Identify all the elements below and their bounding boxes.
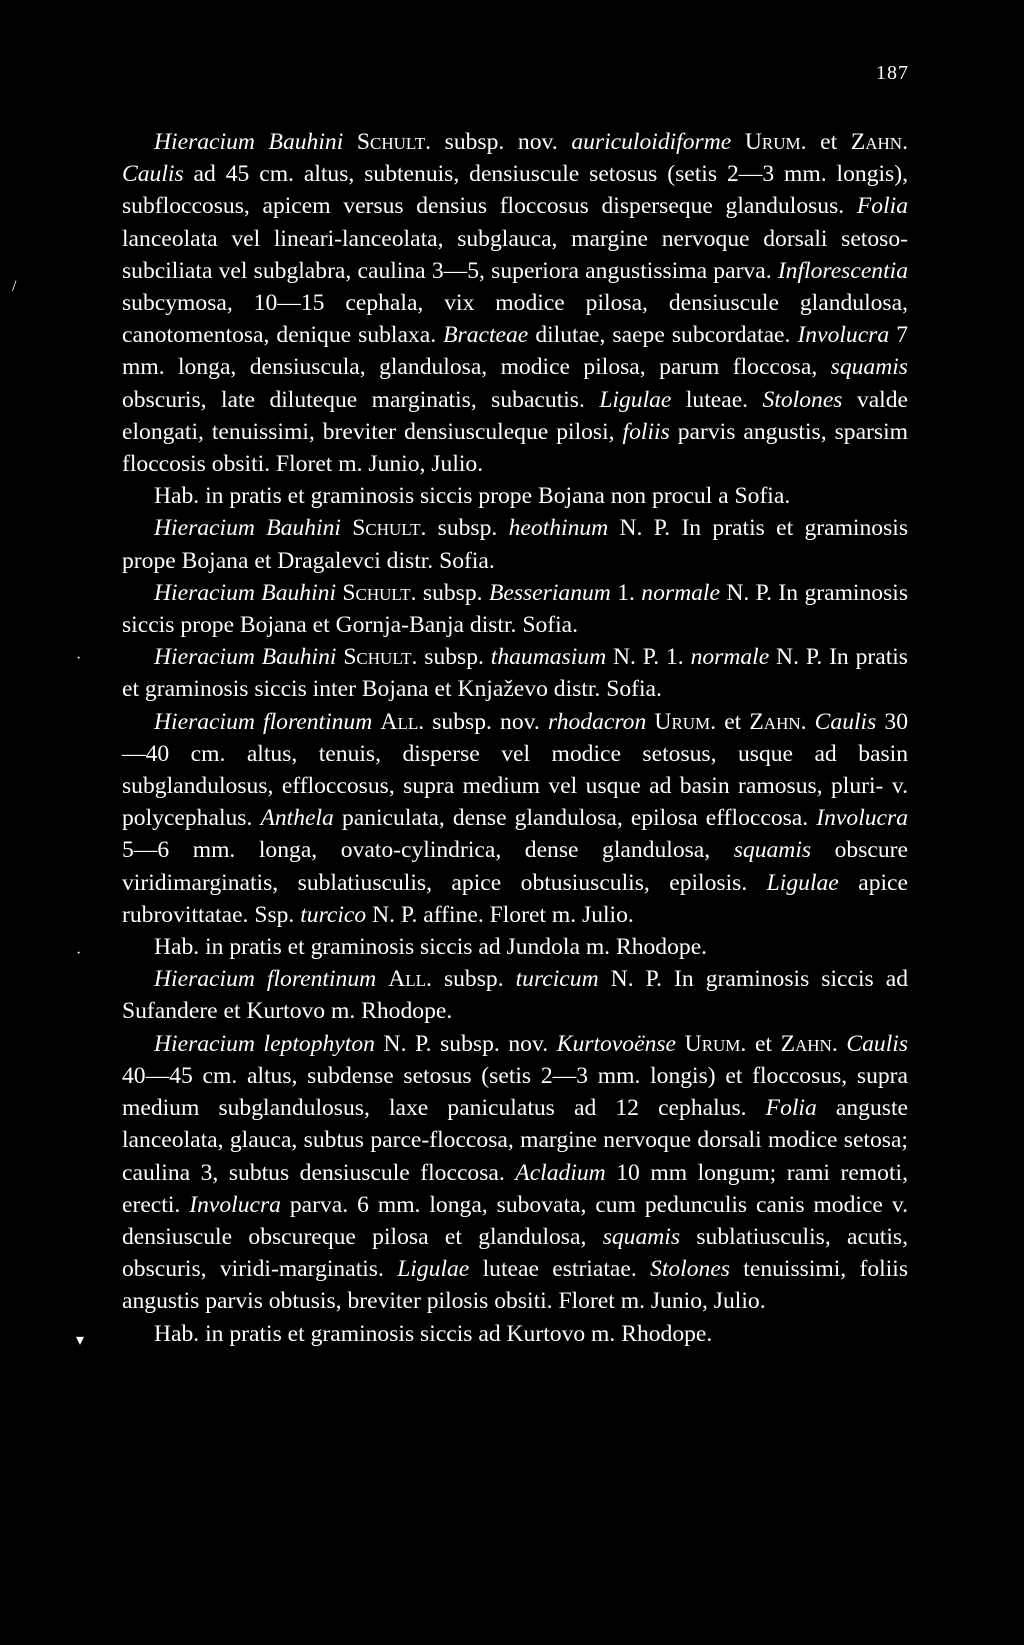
text-run: subsp. <box>416 579 489 606</box>
text-run: dilutae, saepe subcordatae. <box>528 322 798 349</box>
text-run: parva. 6 mm. longa, subovata, cum pedunculis canis modice v. densiuscule obscureque pilosa et glandulosa, <box>122 1191 908 1250</box>
italic-text: Hieracium Bauhini <box>154 644 337 671</box>
text-run: lanceolata vel lineari-lanceolata, subglauca, margine nervoque dorsali setoso-subciliata vel subglabra, caulina 3—5, superiora angustissima parva. <box>122 225 908 284</box>
text-run: 5—6 mm. longa, ovato-cylindrica, dense glandulosa, <box>122 837 734 864</box>
text-run: obscuris, late diluteque marginatis, subacutis. <box>122 386 600 413</box>
author-abbrev: All. <box>380 708 425 735</box>
author-abbrev: Schult. <box>352 515 427 542</box>
margin-mark: · <box>76 945 82 962</box>
italic-text: Hieracium florentinum <box>154 966 377 993</box>
text-run: 30—40 cm. altus, tenuis, disperse vel modice setosus, usque ad basin subglandulosus, effloccosus, supra medium vel usque ad basin ramosus, pluri- v. polycephalus. <box>122 708 909 832</box>
italic-text: thaumasium <box>490 644 607 671</box>
text-run: subsp. <box>431 966 516 993</box>
text-run: N. P. In pratis et graminosis prope Bojana et Dragalevci distr. Sofia. <box>122 515 908 574</box>
italic-text: auriculoidiforme <box>571 129 732 155</box>
italic-text: Ligulae <box>397 1256 470 1283</box>
paragraph <box>122 512 908 576</box>
author-abbrev: Zahn. <box>780 1030 838 1057</box>
italic-text: Kurtovoënse <box>556 1030 677 1057</box>
italic-text: Caulis <box>122 161 184 188</box>
text-run <box>376 966 388 992</box>
text-run: et <box>716 708 750 735</box>
italic-text: Folia <box>765 1095 817 1122</box>
italic-text: foliis <box>622 418 670 445</box>
text-run: 40—45 cm. altus, subdense setosus (setis 2—3 mm. longis) et floccosus, supra medium subglandulosus, laxe paniculatus ad 12 cephalus. <box>122 1062 908 1122</box>
text-run <box>343 129 357 155</box>
text-run: paniculata, dense glandulosa, epilosa effloccosa. <box>333 805 817 832</box>
text-run: ad 45 cm. altus, subtenuis, densiuscule setosus (setis 2—3 mm. longis), subfloccosus, apicem versus densius floccosus disperseque glandulosus. <box>122 161 908 220</box>
italic-text: Acladium <box>515 1159 606 1186</box>
author-abbrev: Schult. <box>342 579 417 606</box>
text-run: Hab. in pratis et graminosis siccis ad Jundola m. Rhodope. <box>154 934 708 961</box>
italic-text: turcico <box>300 901 367 928</box>
italic-text: squamis <box>733 837 812 864</box>
margin-mark: ▾ <box>76 1332 85 1349</box>
author-abbrev: Urum. <box>684 1030 747 1057</box>
text-run: N. P. subsp. nov. <box>374 1030 557 1057</box>
paragraph <box>122 126 908 480</box>
text-run: tenuissimi, foliis angustis parvis obtusis, breviter pilosis obsiti. Floret m. Junio, Julio. <box>122 1256 908 1315</box>
author-abbrev: Zahn. <box>749 708 807 735</box>
text-run: Hab. in pratis et graminosis siccis ad Kurtovo m. Rhodope. <box>154 1320 713 1347</box>
italic-text: Hieracium leptophyton <box>154 1030 375 1057</box>
text-run: apice rubrovittatae. Ssp. <box>122 869 908 928</box>
paragraph <box>122 577 908 641</box>
author-abbrev: Urum. <box>654 708 717 735</box>
margin-mark: / <box>12 278 17 295</box>
text-run: subcymosa, 10—15 cephala, vix modice pilosa, densiuscule glandulosa, canotomentosa, denique sublaxa. <box>122 290 908 349</box>
author-abbrev: Schult. <box>356 129 432 155</box>
italic-text: Hieracium Bauhini <box>154 579 336 606</box>
italic-text: squamis <box>830 354 908 381</box>
text-run: 1. <box>610 579 642 606</box>
paragraph <box>122 963 908 1027</box>
paragraph <box>122 706 908 931</box>
italic-text: normale <box>641 579 720 606</box>
text-run: valde elongati, tenuissimi, breviter densiusculeque pilosi, <box>122 386 908 445</box>
text-run: obscure viridimarginatis, sublatiusculis, apice obtusiusculis, epilosis. <box>122 837 908 896</box>
author-abbrev: Zahn. <box>850 129 908 155</box>
italic-text: Caulis <box>814 708 877 735</box>
italic-text: heothinum <box>508 515 609 542</box>
paragraph <box>122 1318 908 1350</box>
text-run: subsp. <box>417 644 491 671</box>
italic-text: rhodacron <box>547 708 647 735</box>
italic-text: Anthela <box>260 805 334 832</box>
italic-text: Bracteae <box>443 322 529 349</box>
text-run: 7 mm. longa, densiuscula, glandulosa, modice pilosa, parum floccosa, <box>122 322 908 381</box>
italic-text: turcicum <box>515 966 599 993</box>
italic-text: normale <box>690 644 770 671</box>
text-run: sublatiusculis, acutis, obscuris, viridi-marginatis. <box>122 1223 908 1283</box>
italic-text: Hieracium florentinum <box>154 708 373 735</box>
text-run: N. P. In graminosis siccis ad Sufandere et Kurtovo m. Rhodope. <box>122 966 909 1025</box>
italic-text: Ligulae <box>766 869 839 896</box>
author-abbrev: All. <box>388 966 432 993</box>
author-abbrev: Urum. <box>744 129 807 155</box>
italic-text: Ligulae <box>599 386 672 413</box>
text-run: luteae. <box>671 386 763 413</box>
text-run: N. P. affine. Floret m. Julio. <box>366 901 634 928</box>
paragraph <box>122 641 908 705</box>
text-run: anguste lanceolata, glauca, subtus parce-floccosa, margine nervoque dorsali modice setosa; caulina 3, subtus densiuscule floccosa. <box>122 1095 908 1186</box>
text-run: subsp. nov. <box>431 129 572 155</box>
text-run: et <box>806 129 851 155</box>
italic-text: Hieracium Bauhini <box>154 515 341 542</box>
italic-text: Stolones <box>650 1256 730 1283</box>
paragraph <box>122 931 908 963</box>
italic-text: Involucra <box>189 1191 281 1218</box>
italic-text: Involucra <box>797 322 890 349</box>
text-run <box>731 129 745 155</box>
italic-text: Hieracium Bauhini <box>154 129 344 155</box>
text-run: parvis angustis, sparsim floccosis obsiti. Floret m. Junio, Julio. <box>122 418 908 478</box>
text-run: N. P. In graminosis siccis prope Bojana et Gornja-Banja distr. Sofia. <box>122 579 909 639</box>
text-run: subsp. <box>426 515 509 542</box>
paragraph <box>122 480 908 512</box>
italic-text: Folia <box>856 193 908 220</box>
text-run: et <box>746 1030 781 1057</box>
text-run: Hab. in pratis et graminosis siccis prope Bojana non procul a Sofia. <box>154 483 791 510</box>
italic-text: Inflorescentia <box>777 257 908 284</box>
text-run: 10 mm longum; rami remoti, erecti. <box>122 1159 908 1218</box>
italic-text: Besserianum <box>488 579 611 606</box>
text-run: luteae estriatae. <box>469 1256 651 1283</box>
text-column <box>122 126 908 1350</box>
italic-text: Involucra <box>816 805 908 832</box>
italic-text: Stolones <box>762 386 843 413</box>
author-abbrev: Schult. <box>343 644 418 671</box>
text-run <box>676 1031 685 1057</box>
text-run: N. P. 1. <box>606 644 691 671</box>
text-run <box>341 515 352 541</box>
text-run <box>807 709 815 735</box>
text-run: subsp. nov. <box>424 708 548 735</box>
paragraph <box>122 1028 908 1318</box>
italic-text: squamis <box>602 1223 681 1250</box>
text-run: N. P. In pratis et graminosis siccis inter Bojana et Knjaževo distr. Sofia. <box>122 644 908 703</box>
page-number: 187 <box>876 62 909 84</box>
italic-text: Caulis <box>846 1030 908 1057</box>
margin-mark: · <box>76 650 82 667</box>
